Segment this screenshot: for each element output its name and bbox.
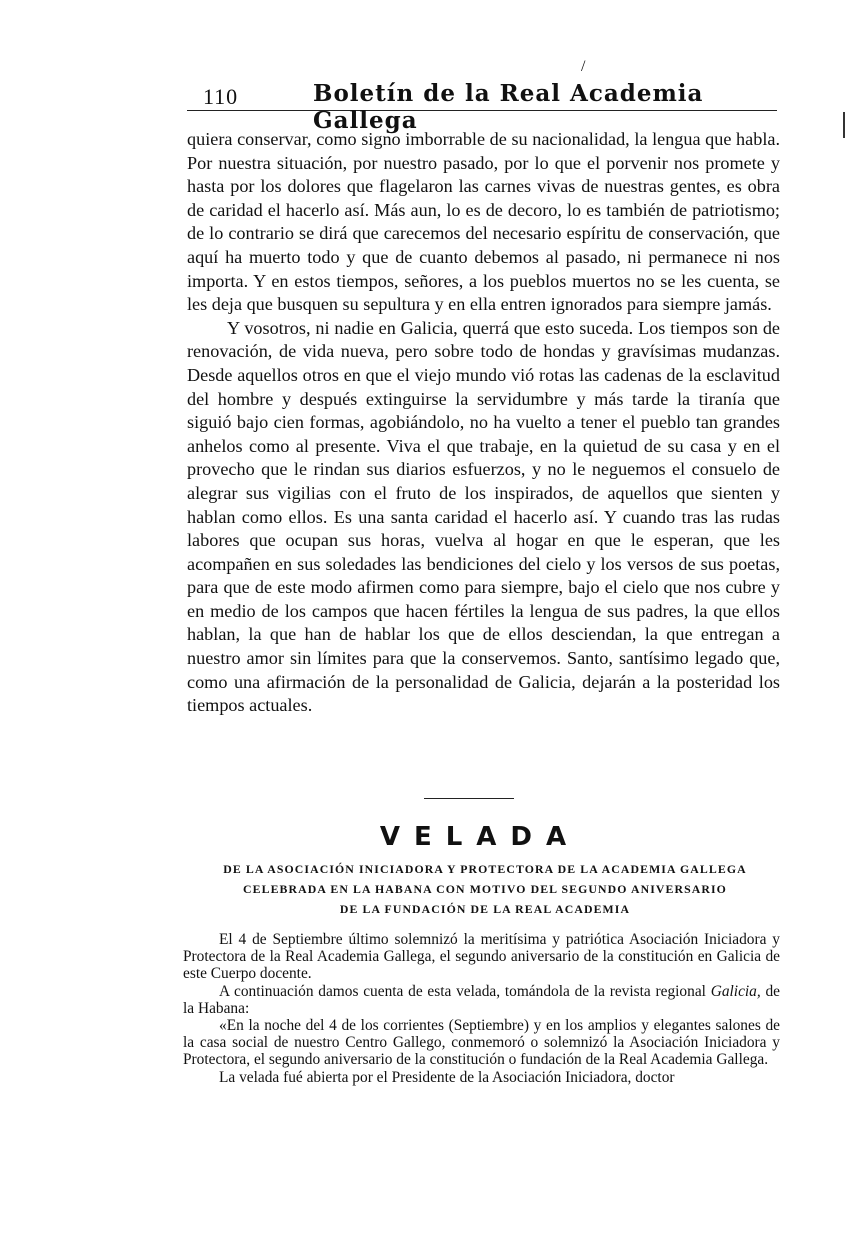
- section-separator: [424, 798, 514, 799]
- velada-paragraph-2: [183, 983, 780, 1017]
- velada-text: [183, 931, 780, 1086]
- magazine-title: Galicia,: [710, 982, 761, 1000]
- page-header: [187, 78, 777, 134]
- velada-paragraph-3: «En la noche del 4 de los corrientes (Septiembre) y en los amplios y elegantes salones de la casa social de nuestro Centro Gallego, conmemoró o solemnizó la Asociación Iniciadora y Protectora, el segundo aniversario de la constitución o fundación de la Real Academia Gallega.: [183, 1017, 780, 1069]
- subtitle-line-2: CELEBRADA EN LA HABANA CON MOTIVO DEL SEGUNDO ANIVERSARIO: [243, 882, 727, 896]
- margin-mark: /: [581, 58, 586, 75]
- running-title: Boletín de la Real Academia Gallega: [313, 80, 704, 134]
- subtitle-line-3: DE LA FUNDACIÓN DE LA REAL ACADEMIA: [339, 902, 631, 916]
- page-number: 110: [203, 84, 239, 109]
- section-title: VELADA: [379, 822, 581, 852]
- body-paragraph-1: quiera conservar, como signo imborrable de su nacionalidad, la lengua que habla. Por nuestra situación, por nuestro pasado, por lo que el porvenir nos promete y hasta por los dolores que flagelaron las carnes vivas de nuestras gentes, es obra de caridad el hacerlo así. Más aun, lo es de decoro, lo es también de patriotismo; de lo contrario se dirá que carecemos del necesario espíritu de conservación, que aquí ha muerto todo y que de cuanto debemos al pasado, ni permanece ni nos importa. Y en estos tiempos, señores, a los pueblos muertos no se les cuenta, se les deja que busquen su sepultura y en ella entren ignorados para siempre jamás.: [187, 129, 780, 315]
- velada-paragraph-2-end: de la Habana:: [183, 982, 781, 1017]
- main-text: [187, 128, 780, 718]
- subtitle-line-1: DE LA ASOCIACIÓN INICIADORA Y PROTECTORA DE LA ACADEMIA GALLEGA: [223, 862, 747, 876]
- velada-paragraph-2-start: A continuación damos cuenta de esta velada, tomándola de la revista regional: [219, 982, 711, 1000]
- edge-rule: [843, 112, 845, 138]
- velada-paragraph-1: El 4 de Septiembre último solemnizó la meritísima y patriótica Asociación Iniciadora y Protectora de la Real Academia Gallega, el segundo aniversario de la constitución en Galicia de este Cuerpo docente.: [183, 931, 780, 983]
- body-paragraph-2: Y vosotros, ni nadie en Galicia, querrá que esto suceda. Los tiempos son de renovación, de vida nueva, pero sobre todo de hondas y gravísimas mudanzas. Desde aquellos otros en que el viejo mundo vió rotas las cadenas de la esclavitud del hombre y después extinguirse la servidumbre y más tarde la tiranía que siguió bajo cien formas, agobiándolo, no ha vuelto a tener el pueblo tan grandes anhelos como al presente. Viva el que trabaje, en la quietud de su casa y en el provecho que le rindan sus diarios esfuerzos, y no le neguemos el consuelo de alegrar sus vigilias con el fruto de los inspirados, de aquellos que sienten y hablan como ellos. Es una santa caridad el hacerlo así. Y cuando tras las rudas labores que ocupan sus horas, vuelva al hogar en que le esperan, que les acompañen en sus soledades las bendiciones del cielo y los versos de sus poetas, para que de este modo afirmen como para siempre, bajo el cielo que nos cubre y en medio de los campos que hacen fértiles la lengua de sus padres, la que ellos hablan, la que han de hablar los que de ellos desciendan, la que entregan a nuestro amor sin límites para que la conservemos. Santo, santísimo legado que, como una afirmación de la personalidad de Galicia, dejarán a la posteridad los tiempos actuales.: [187, 317, 780, 716]
- velada-paragraph-4: La velada fué abierta por el Presidente de la Asociación Iniciadora, doctor: [219, 1068, 675, 1086]
